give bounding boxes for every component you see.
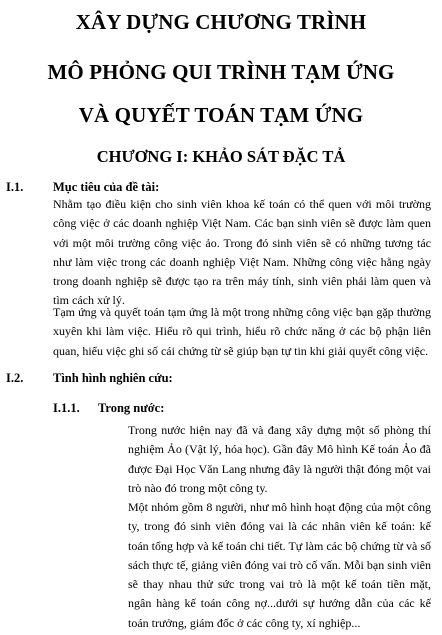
section-number: I.1. (6, 180, 24, 194)
title-line-2: MÔ PHỎNG QUI TRÌNH TẠM ỨNG (47, 60, 395, 84)
paragraph: Nhằm tạo điều kiện cho sinh viên khoa kế toán có thể quen với môi trường công việc ở các doanh nghiệp Việt Nam. Các bạn sinh viên sẽ được làm quen với một môi trường công việc ảo. Trong đó sinh viên sẽ có những tương tác như làm việc trong các doanh nghiệp Việt Nam. Những công việc hằng ngày trong doanh nghiệp sẽ được tạo ra trên máy tính, sinh viên phải làm quen và tìm cách xử lý. (53, 197, 431, 308)
subsection-number: I.1.1. (53, 401, 80, 415)
paragraph: Trong nước hiện nay đã và đang xây dựng một số phòng thí nghiệm Ảo (Vật lý, hóa học). Gần đây Mô hình Kế toán Ảo đã được Đại Học Văn Lang nhưng đây là người thật đóng một vai trò nào đó trong một công ty. (128, 423, 431, 495)
section-title: Tình hình nghiên cứu: (53, 371, 173, 385)
title-line-3: VÀ QUYẾT TOÁN TẠM ỨNG (78, 103, 364, 127)
subsection-title: Trong nước: (98, 401, 165, 415)
paragraph: Tạm ứng và quyết toán tạm ứng là một trong những công việc bạn gặp thường xuyên khi làm việc. Hiểu rõ qui trình, hiểu rõ chức năng ở các bộ phận liên quan, hiểu việc ghi số cái chứng từ sẽ giúp bạn tự tin khi giải quyết công việc. (53, 305, 431, 358)
paragraph: Một nhóm gồm 8 người, như mô hình hoạt động của một công ty, trong đó sinh viên đóng vai là các nhân viên kế toán: kế toán tổng hợp và kế toán chi tiết. Tự làm các bộ chứng từ và số sách thực tế, giảng viên đóng vai trò cố vấn. Mỗi bạn sinh viên sẽ thay nhau thử sức trong vai trò là một kế toán tiền mặt, ngân hàng kế toán công nợ...dưới sự hướng dẫn của các kế toán trưởng, giám đốc ở các công ty, xí nghiệp... (128, 500, 431, 630)
chapter-heading: CHƯƠNG I: KHẢO SÁT ĐẶC TẢ (96, 147, 346, 166)
section-number: I.2. (6, 371, 24, 385)
section-title: Mục tiêu của đề tài: (53, 180, 160, 194)
title-line-1: XÂY DỰNG CHƯƠNG TRÌNH (75, 10, 367, 34)
